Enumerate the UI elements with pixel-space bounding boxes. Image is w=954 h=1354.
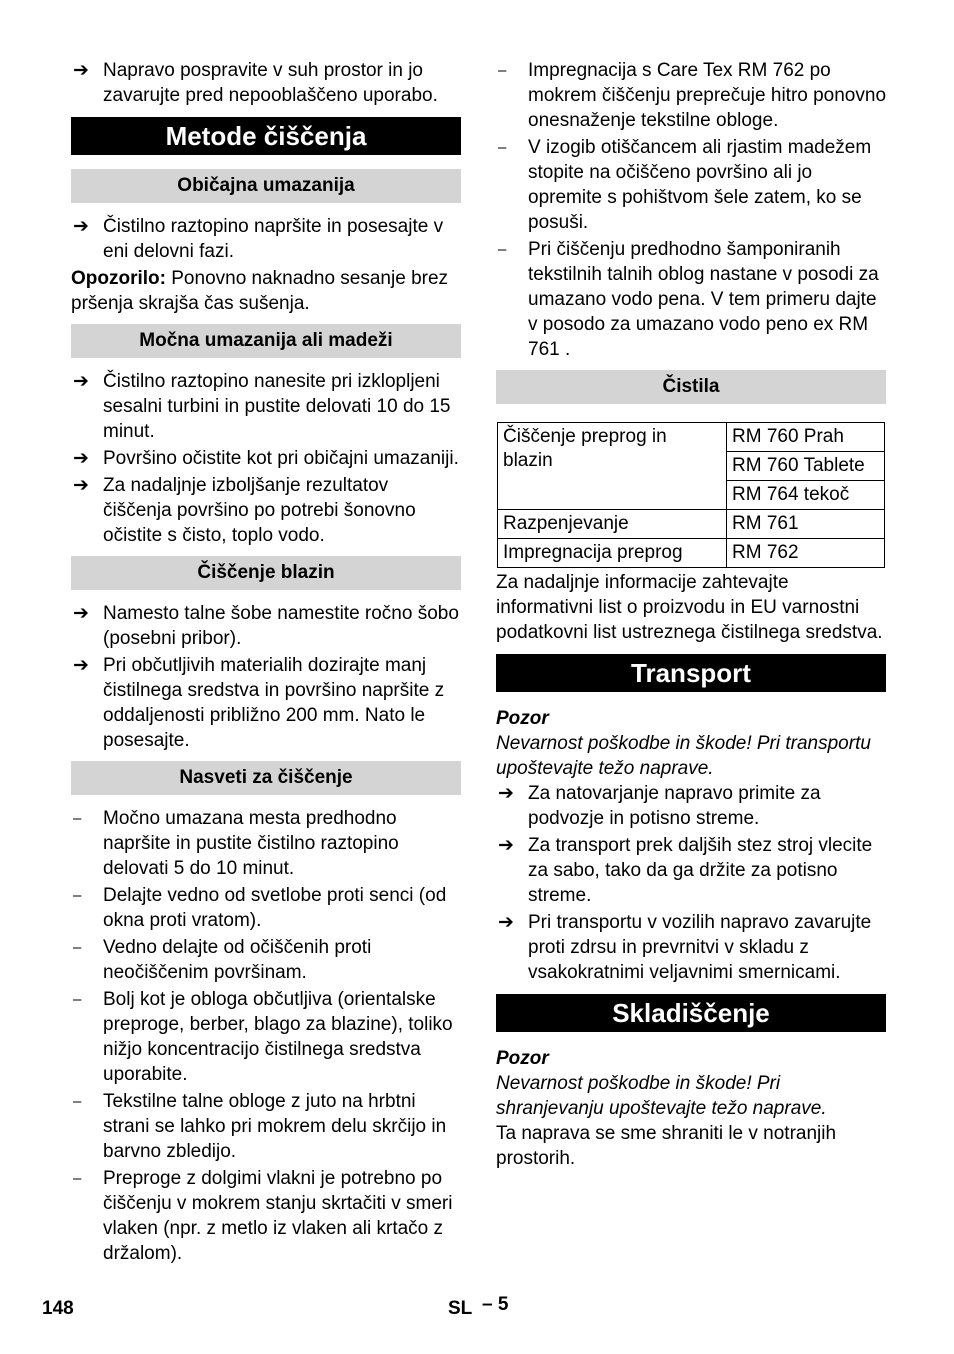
table-cell: Razpenjevanje — [498, 510, 727, 539]
left-column — [71, 58, 461, 1268]
dash-marker: – — [498, 62, 507, 79]
list-item-text: Pri občutljivih materialih dozirajte manj čistilnega sredstva in površino napršite z oddaljenosti približno 200 mm. Nato le posesajte. — [103, 655, 445, 751]
pozor-label: Pozor — [496, 708, 549, 729]
dash-marker: – — [73, 1093, 82, 1110]
arrow-icon: ➔ — [73, 603, 89, 624]
list-item-text: Za transport prek daljših stez stroj vlecite za sabo, tako da ga držite za potisno streme. — [528, 835, 873, 906]
heading-obicajna: Običajna umazanija — [71, 169, 461, 203]
heading-nasveti: Nasveti za čiščenje — [71, 761, 461, 795]
page-number: 148 — [42, 1298, 74, 1319]
dash-marker: – — [498, 241, 507, 258]
table-row — [498, 539, 885, 568]
skladiscenje-text: Ta naprava se sme shraniti le v notranjih prostorih. — [496, 1123, 837, 1169]
cistila-table — [497, 422, 885, 568]
pozor-text: Nevarnost poškodbe in škode! Pri shranjevanju upoštevajte težo naprave. — [496, 1073, 827, 1119]
arrow-icon: ➔ — [498, 912, 514, 933]
list-item-text: Vedno delajte od očiščenih proti neočiščenim površinam. — [103, 937, 372, 983]
info-text: Za nadaljnje informacije zahtevajte informativni list o proizvodu in EU varnostni podatkovni list ustreznega čistilnega sredstva. — [496, 572, 883, 643]
list-item-text: Čistilno raztopino nanesite pri izklopljeni sesalni turbini in pustite delovati 10 do 15 minut. — [103, 371, 451, 442]
list-item — [71, 1089, 461, 1164]
list-item-text: Delajte vedno od svetlobe proti senci (od okna proti vratom). — [103, 885, 447, 931]
list-item — [71, 473, 461, 548]
heading-cistila: Čistila — [496, 370, 886, 404]
right-column — [496, 58, 886, 1171]
heading-mocna: Močna umazanija ali madeži — [71, 324, 461, 358]
dash-marker: – — [73, 1170, 82, 1187]
list-item-text: Namesto talne šobe namestite ročno šobo (posebni pribor). — [103, 603, 459, 649]
list-item — [71, 653, 461, 753]
table-row — [498, 510, 885, 539]
list-item-text: Impregnacija s Care Tex RM 762 po mokrem čiščenju preprečuje hitro ponovno onesnaženje tekstilne obloge. — [528, 60, 887, 131]
list-item — [71, 58, 461, 108]
list-item — [496, 237, 886, 362]
arrow-icon: ➔ — [73, 216, 89, 237]
list-item — [496, 58, 886, 133]
list-item-text: Močno umazana mesta predhodno napršite in pustite čistilno raztopino delovati 5 do 10 minut. — [103, 808, 399, 879]
heading-metode: Metode čiščenja — [71, 117, 461, 155]
table-cell: RM 761 — [727, 510, 885, 539]
heading-transport: Transport — [496, 654, 886, 692]
list-item — [496, 910, 886, 985]
list-item-text: Tekstilne talne obloge z juto na hrbtni strani se lahko pri mokrem delu skrčijo in barvno zbledijo. — [103, 1091, 447, 1162]
list-item-text: Bolj kot je obloga občutljiva (orientalske preproge, berber, blago za blazine), toliko nižjo koncentracijo čistilnega sredstva uporabite. — [103, 989, 453, 1085]
list-item — [71, 446, 461, 471]
dash-marker: – — [73, 991, 82, 1008]
list-item — [496, 781, 886, 831]
list-item-text: Za natovarjanje napravo primite za podvozje in potisno streme. — [528, 783, 821, 829]
list-item — [71, 806, 461, 881]
table-cell: RM 760 Tablete — [727, 452, 885, 481]
pozor-label: Pozor — [496, 1048, 549, 1069]
table-cell: Čiščenje preprog in blazin — [498, 423, 727, 510]
list-item-text: Pri čiščenju predhodno šamponiranih tekstilnih talnih oblog nastane v posodi za umazano vodo pena. V tem primeru dajte v posodo za umazano vodo peno ex RM 761 . — [528, 239, 879, 360]
table-cell: Impregnacija preprog — [498, 539, 727, 568]
dash-marker: – — [73, 810, 82, 827]
heading-blazin: Čiščenje blazin — [71, 556, 461, 590]
dash-marker: – — [73, 939, 82, 956]
pozor-text: Nevarnost poškodbe in škode! Pri transportu upoštevajte težo naprave. — [496, 733, 871, 779]
table-cell: RM 762 — [727, 539, 885, 568]
list-item-text: V izogib otiščancem ali rjastim madežem stopite na očiščeno površino ali jo opremite s pohištvom šele zatem, ko se posuši. — [528, 137, 872, 233]
list-item — [71, 935, 461, 985]
list-item — [496, 833, 886, 908]
table-cell: RM 760 Prah — [727, 423, 885, 452]
list-item — [71, 883, 461, 933]
list-item-text: Čistilno raztopino napršite in posesajte v eni delovni fazi. — [103, 216, 444, 262]
opozorilo-label: Opozorilo: — [71, 268, 166, 289]
list-item — [71, 1166, 461, 1266]
sub-page-number: – 5 — [482, 1294, 509, 1315]
list-item — [71, 369, 461, 444]
opozorilo-text: Ponovno naknadno sesanje brez pršenja skrajša čas sušenja. — [71, 268, 449, 314]
arrow-icon: ➔ — [73, 655, 89, 676]
dash-marker: – — [498, 139, 507, 156]
arrow-icon: ➔ — [498, 835, 514, 856]
arrow-icon: ➔ — [73, 60, 89, 81]
dash-marker: – — [73, 887, 82, 904]
list-item-text: Za nadaljnje izboljšanje rezultatov čiščenja površino po potrebi šonovno očistite s čisto, toplo vodo. — [103, 475, 416, 546]
intro-text: Napravo pospravite v suh prostor in jo zavarujte pred nepooblaščeno uporabo. — [103, 60, 438, 106]
list-item — [71, 214, 461, 264]
arrow-icon: ➔ — [73, 448, 89, 469]
list-item — [71, 987, 461, 1087]
arrow-icon: ➔ — [73, 371, 89, 392]
list-item — [496, 135, 886, 235]
arrow-icon: ➔ — [498, 783, 514, 804]
list-item-text: Površino očistite kot pri običajni umazaniji. — [103, 448, 459, 469]
table-row — [498, 423, 885, 452]
table-cell: RM 764 tekoč — [727, 481, 885, 510]
list-item-text: Pri transportu v vozilih napravo zavarujte proti zdrsu in prevrnitvi v skladu z vsakokratnimi veljavnimi smernicami. — [528, 912, 872, 983]
list-item — [71, 601, 461, 651]
heading-skladiscenje: Skladiščenje — [496, 994, 886, 1032]
language-code: SL — [448, 1298, 473, 1319]
arrow-icon: ➔ — [73, 475, 89, 496]
list-item-text: Preproge z dolgimi vlakni je potrebno po čiščenju v mokrem stanju skrtačiti v smeri vlaken (npr. z metlo iz vlaken ali krtačo z držalom). — [103, 1168, 453, 1264]
opozorilo-note — [71, 266, 461, 316]
